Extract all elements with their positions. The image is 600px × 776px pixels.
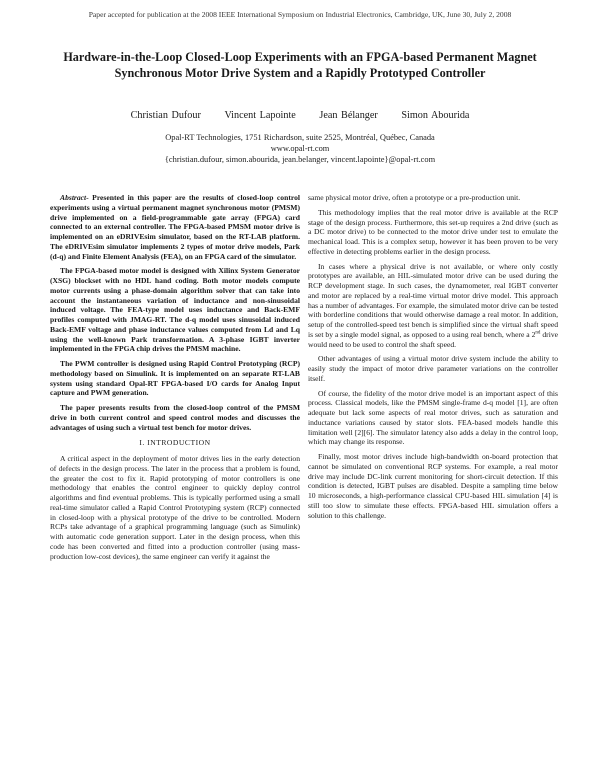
- abstract-paragraph: The paper presents results from the closed-loop control of the PMSM drive in both current control and speed control modes and discusses the advantages of using such a virtual test bench for motor drives.: [50, 403, 300, 432]
- author-name: Vincent Lapointe: [224, 110, 296, 121]
- left-column: [50, 193, 300, 566]
- author-list: [40, 110, 560, 121]
- affiliation-block: [40, 132, 560, 165]
- affiliation-emails: {christian.dufour, simon.abourida, jean.belanger, vincent.lapointe}@opal-rt.com: [164, 155, 436, 164]
- body-paragraph: Finally, most motor drives include high-bandwidth on-board protection that cannot be simulated on conventional RCP systems. For example, a real motor drive may include DC-link current monitoring for short-circuit detection. If this condition is detected, IGBT pulses are disabled. Despite a sampling time below 10 microseconds, a high-performance classical CPU-based HIL simulation [4] is still too slow to simulate these effects. FPGA-based HIL simulation offers a solution to this challenge.: [308, 452, 558, 520]
- body-paragraph: A critical aspect in the deployment of motor drives lies in the early detection of defects in the design process. The later in the process that a problem is found, the greater the cost to fix it. Rapid prototyping of motor controllers is one methodology that enables the control engineer to quickly deploy control algorithms and find eventual problems. This is typically performed using a small real-time simulator called a Rapid Control Prototyping system (RCP) connected in closed-loop with a physical prototype of the drive to be controlled. Modern RCPs take advantage of a graphical programming language (such as Simulink) with automatic code generation support. Later in the design process, when this code has been converted and fitted into a production controller (using mass-production low-cost devices), the same engineer can verify it against the: [50, 454, 300, 561]
- affiliation-website: www.opal-rt.com: [270, 144, 330, 153]
- body-paragraph: Of course, the fidelity of the motor drive model is an important aspect of this process. Classical models, like the PMSM single-frame d-q model [1], are often adequate but lack some aspects of real motor drives, such as saturation and inductance variations caused by stator slots. FEA-based models handle this limitation well [2][6]. The simulator latency also adds a delay in the control loop, which may change its response.: [308, 388, 558, 447]
- author-name: Simon Abourida: [401, 110, 470, 121]
- affiliation-address: Opal-RT Technologies, 1751 Richardson, suite 2525, Montréal, Québec, Canada: [165, 133, 435, 142]
- abstract-label: Abstract: [60, 193, 87, 202]
- author-name: Jean Bélanger: [319, 110, 378, 121]
- body-paragraph: same physical motor drive, often a prototype or a pre-production unit.: [308, 193, 521, 202]
- abstract: [50, 193, 300, 432]
- abstract-paragraph: Abstract- Presented in this paper are the results of closed-loop control experiments using a virtual permanent magnet synchronous motor (PMSM) drive implemented on a field-programmable gate array (FPGA) card connected to an external controller. The FPGA-based PMSM motor drive is implemented on an eDRIVEsim simulator, based on the RT-LAB platform. The eDRIVEsim simulator implements 2 types of motor drive models, Park (d-q) and Finite Element Analysis (FEA), on an FPGA card of the simulator.: [50, 193, 300, 261]
- body-paragraph: Other advantages of using a virtual motor drive system include the ability to easily study the impact of motor drive parameter variations on the controller itself.: [308, 354, 558, 383]
- paper-title: Hardware-in-the-Loop Closed-Loop Experiments with an FPGA-based Permanent Magnet Synchronous Motor Drive System and a Rapidly Prototyped Controller: [63, 50, 537, 80]
- body-paragraph: In cases where a physical drive is not available, or where only costly prototypes are available, an HIL-simulated motor drive can be used during the RCP development stage. In such cases, the dynamometer, real IGBT converter and motor are replaced by a real-time virtual motor drive model. This approach has a number of advantages. For example, the simulated motor drive can be tested with borderline conditions that would otherwise damage a real motor. In addition, setup of the controlled-speed test bench is simplified since the virtual shaft speed is set by a single model signal, as opposed to a using real bench, where a 2nd drive would need to be used to control the shaft speed.: [308, 261, 558, 349]
- right-column: [308, 193, 558, 525]
- author-name: Christian Dufour: [130, 110, 201, 121]
- conference-note: Paper accepted for publication at the 2008 IEEE International Symposium on Industrial Electronics, Cambridge, UK, June 30, July 2, 2008: [88, 10, 512, 19]
- abstract-paragraph: The PWM controller is designed using Rapid Control Prototyping (RCP) methodology based on Simulink. It is implemented on an separate RT-LAB system using standard Opal-RT FPGA-based I/O cards for Analog Input capture and PWM generation.: [50, 359, 300, 398]
- body-paragraph: This methodology implies that the real motor drive is available at the RCP stage of the design process. Furthermore, this set-up requires a 2nd drive (such as a DC motor drive) to be connected to the motor drive under test to emulate the mechanical load. This is a complex setup, however it has been proven to be very effective in detecting problems earlier in the design process.: [308, 207, 558, 256]
- abstract-paragraph: The FPGA-based motor model is designed with Xilinx System Generator (XSG) blockset with no HDL hand coding. Both motor models compute motor currents using a phase-domain algorithm solver that can take into account the instantaneous variation of inductance and non-sinusoidal induced voltage. The FEA-type model uses inductance and Back-EMF profiles computed with JMAG-RT. The d-q model uses sinusoidal induced Back-EMF voltage and phase inductance values computed from Ld and Lq using the well-known Park transformation. A 3-phase IGBT inverter implemented in the FPGA chip drives the PMSM machine.: [50, 266, 300, 354]
- section-heading-introduction: I. INTRODUCTION: [139, 438, 211, 448]
